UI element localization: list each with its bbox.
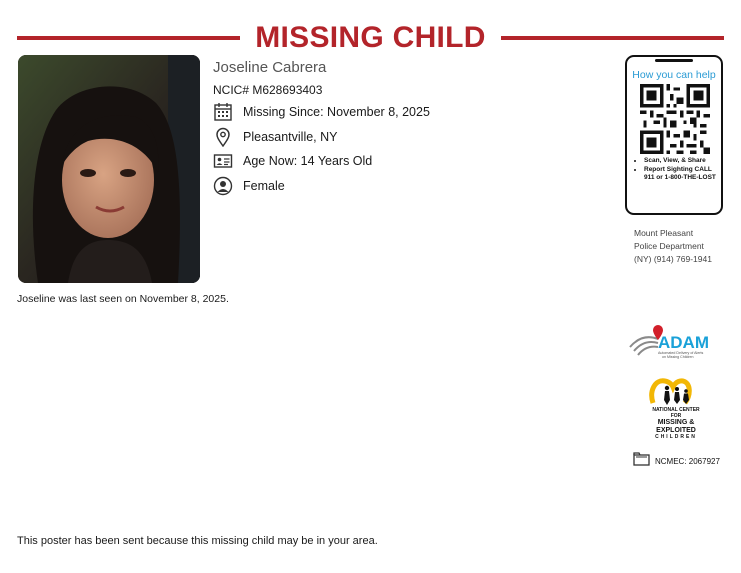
help-bullets [630, 157, 720, 183]
header-rule-left [17, 36, 240, 40]
missing-since-text: Missing Since: November 8, 2025 [243, 105, 430, 119]
calendar-icon [213, 102, 233, 122]
agency-contact [634, 227, 712, 266]
ncmec-wordmark: NATIONAL CENTER FOR MISSING & EXPLOITED CHILDREN [652, 407, 700, 440]
header-rule-right [501, 36, 724, 40]
location-pin-icon [213, 127, 233, 147]
sex-text: Female [243, 179, 285, 193]
detail-sex [213, 176, 285, 196]
phone-notch [655, 59, 693, 62]
agency-phone: (NY) (914) 769-1941 [634, 254, 712, 264]
ncmec-case [633, 452, 720, 471]
detail-missing-since [213, 102, 430, 122]
detail-location [213, 127, 338, 147]
footer-notice: This poster has been sent because this missing child may be in your area. [17, 535, 378, 547]
age-text: Age Now: 14 Years Old [243, 154, 373, 168]
agency-line-1: Mount Pleasant [634, 228, 694, 238]
folder-icon [633, 452, 650, 471]
poster-title: MISSING CHILD [255, 21, 486, 54]
svg-text:on Missing Children: on Missing Children [662, 355, 694, 359]
ncic-number: NCIC# M628693403 [213, 83, 323, 97]
agency-line-2: Police Department [634, 241, 704, 251]
how-to-help-heading: How you can help [632, 69, 716, 81]
svg-text:ADAM: ADAM [658, 333, 709, 352]
help-bullet-share: • Scan, View, & Share [644, 157, 720, 166]
svg-text:Automated Delivery of Alerts: Automated Delivery of Alerts [658, 351, 704, 355]
help-bullet-report: • Report Sighting CALL 911 or 1-800-THE-LOST [644, 166, 720, 183]
id-card-icon [213, 151, 233, 171]
how-to-help-card [625, 55, 723, 215]
location-text: Pleasantville, NY [243, 130, 338, 144]
detail-age [213, 151, 373, 171]
last-seen-caption: Joseline was last seen on November 8, 2025. [17, 293, 229, 305]
person-icon [213, 176, 233, 196]
child-name: Joseline Cabrera [213, 59, 327, 76]
ncmec-case-number: NCMEC: 2067927 [655, 457, 720, 466]
child-photo [18, 55, 200, 283]
qr-code[interactable] [640, 84, 710, 154]
adam-logo [628, 325, 720, 361]
